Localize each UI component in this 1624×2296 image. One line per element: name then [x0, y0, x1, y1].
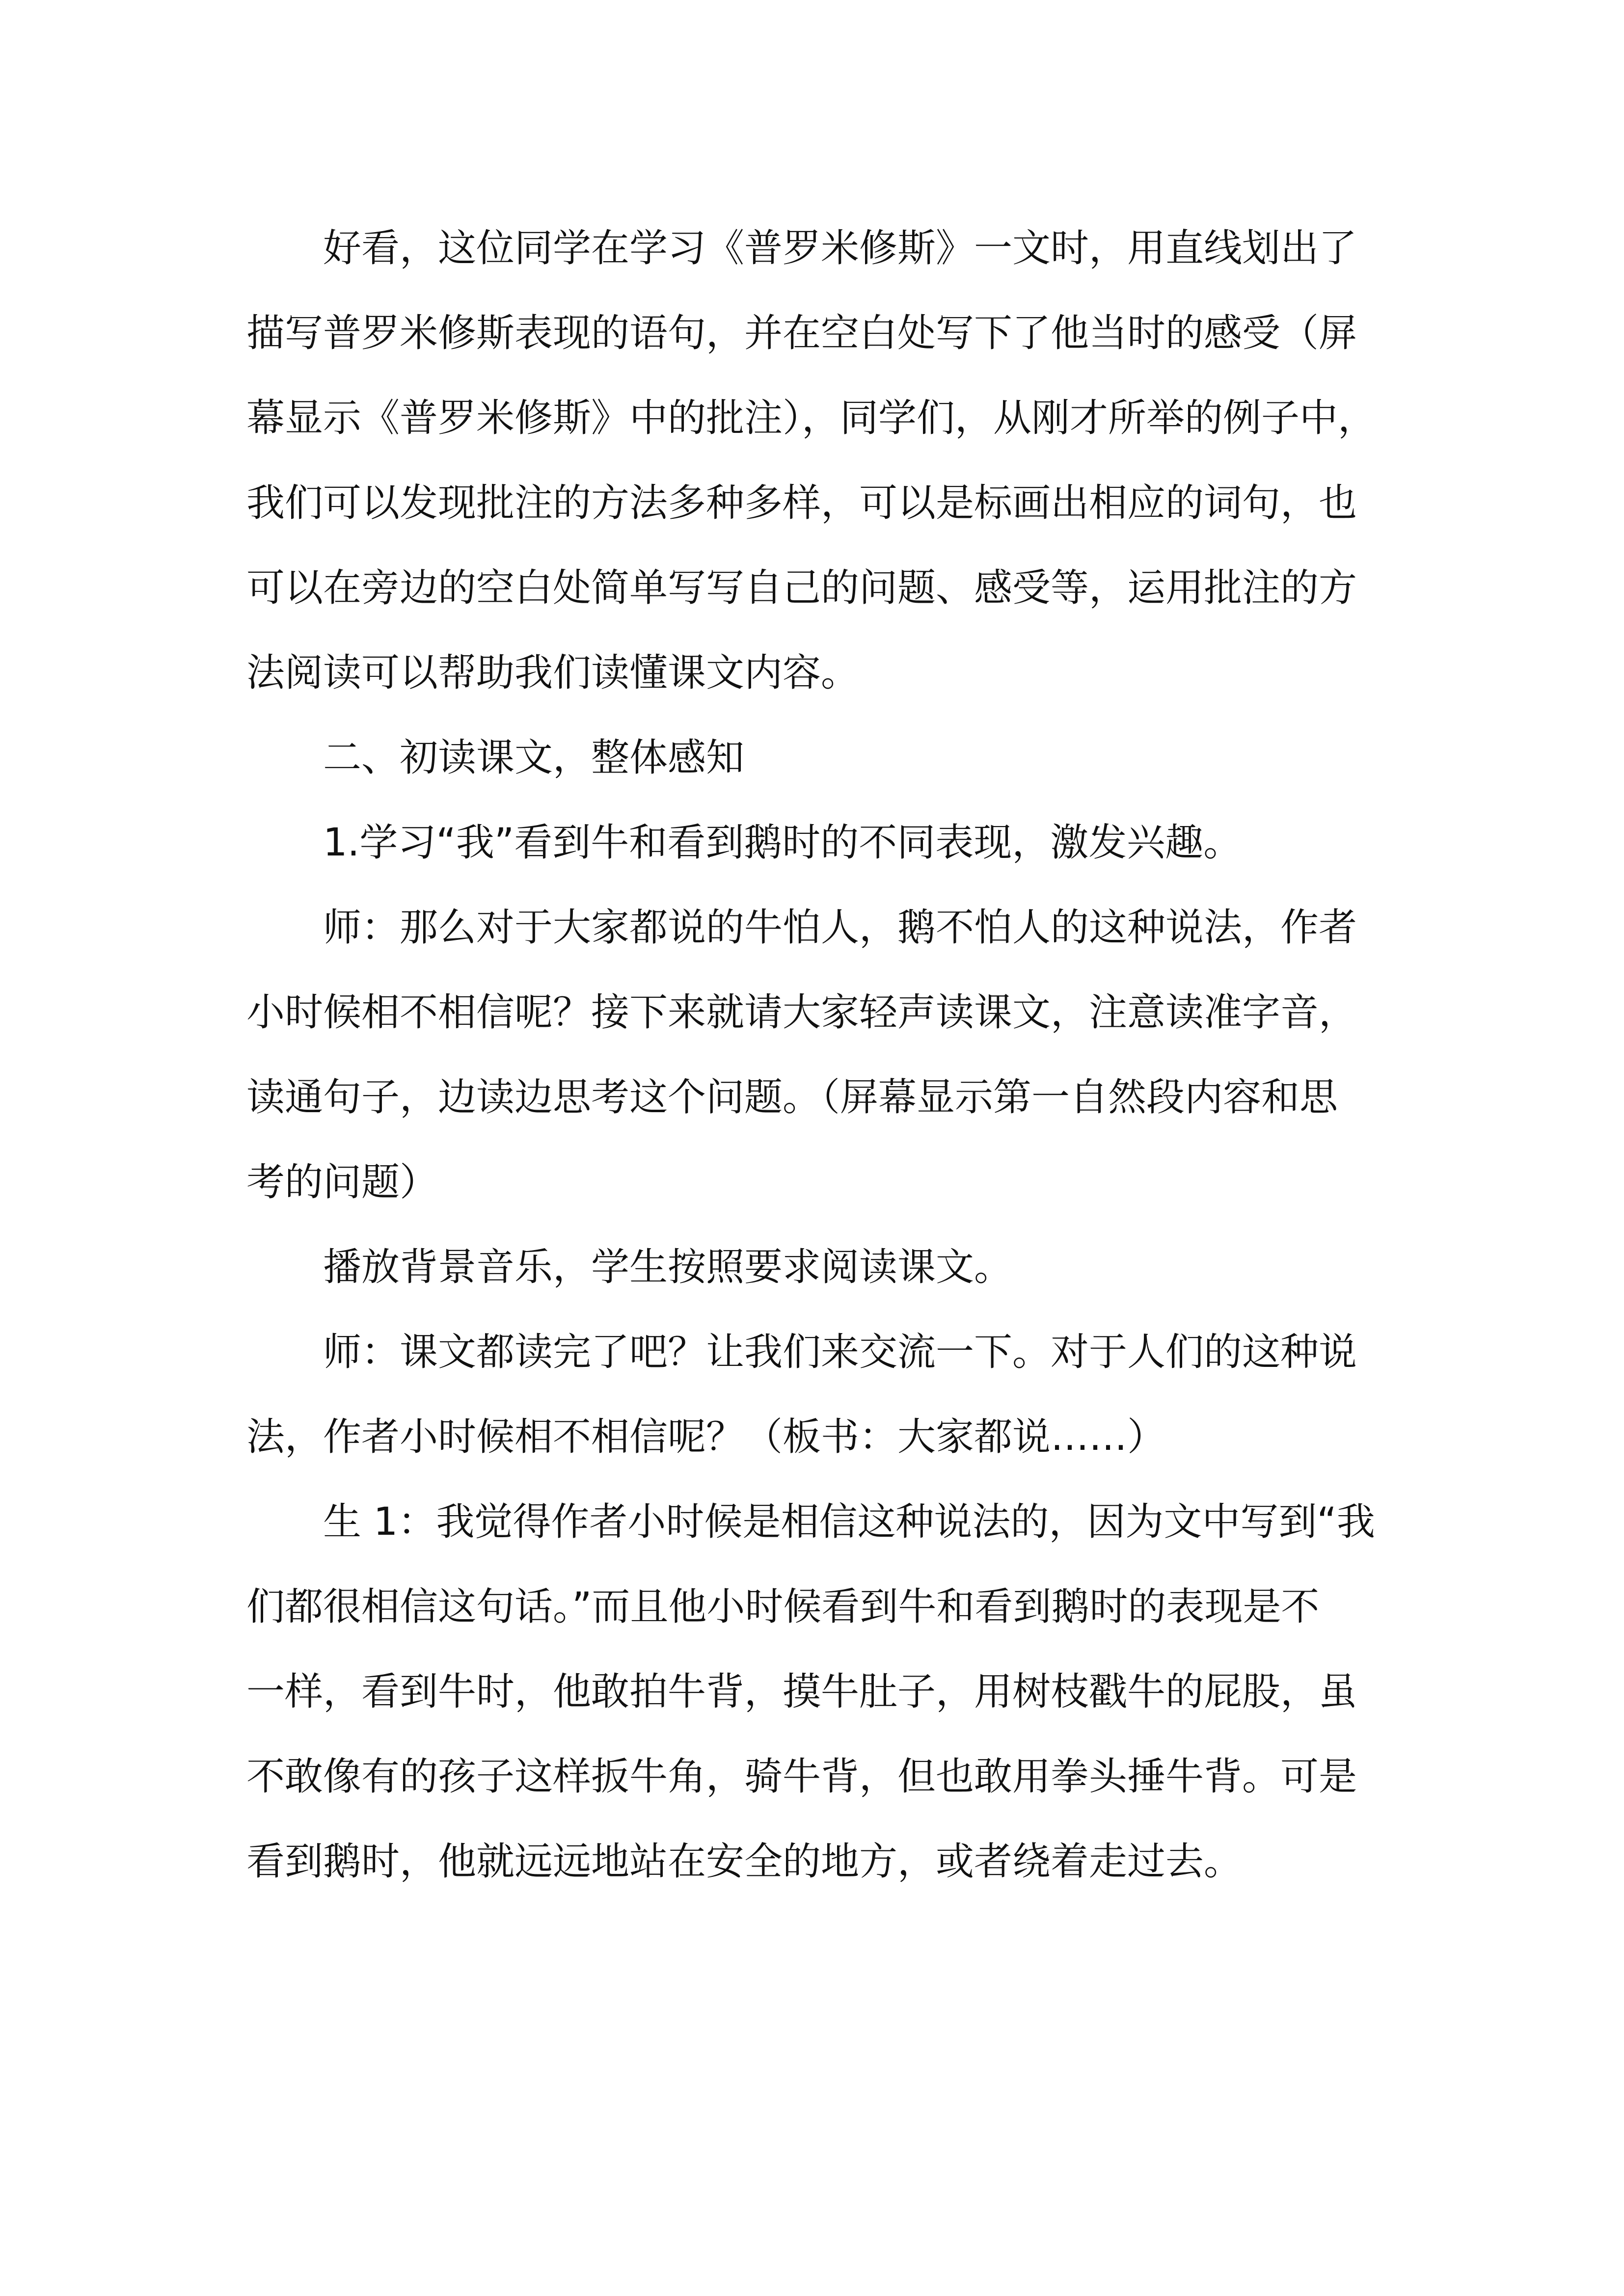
subsection-heading: 1.学习“我”看到牛和看到鹅时的不同表现，激发兴趣。 [323, 821, 1242, 865]
text-line: 我们可以发现批注的方法多种多样，可以是标画出相应的词句，也 [246, 481, 1357, 525]
document-body [246, 206, 1393, 1904]
text-line: 描写普罗米修斯表现的语句，并在空白处写下了他当时的感受（屏 [246, 311, 1357, 355]
section-heading: 二、初读课文，整体感知 [323, 736, 745, 780]
text-line: 不敢像有的孩子这样扳牛角，骑牛背，但也敢用拳头捶牛背。可是 [246, 1755, 1357, 1799]
text-line: 一样，看到牛时，他敢拍牛背，摸牛肚子，用树枝戳牛的屁股，虽 [246, 1670, 1357, 1714]
text-line: 生 1：我觉得作者小时候是相信这种说法的，因为文中写到“我 [323, 1500, 1375, 1544]
text-line: 法阅读可以帮助我们读懂课文内容。 [246, 651, 860, 695]
text-line: 师：课文都读完了吧？让我们来交流一下。对于人们的这种说 [323, 1330, 1357, 1374]
text-line: 可以在旁边的空白处简单写写自己的问题、感受等，运用批注的方 [246, 566, 1357, 610]
text-line: 师：那么对于大家都说的牛怕人，鹅不怕人的这种说法，作者 [323, 906, 1357, 950]
text-line: 好看，这位同学在学习《普罗米修斯》一文时，用直线划出了 [323, 226, 1357, 270]
text-line: 法，作者小时候相不相信呢？（板书：大家都说……） [246, 1415, 1166, 1459]
text-line: 看到鹅时，他就远远地站在安全的地方，或者绕着走过去。 [246, 1840, 1243, 1884]
text-line: 读通句子，边读边思考这个问题。（屏幕显示第一自然段内容和思 [246, 1075, 1338, 1120]
text-line: 们都很相信这句话。”而且他小时候看到牛和看到鹅时的表现是不 [246, 1585, 1320, 1629]
text-line: 考的问题） [246, 1160, 438, 1204]
text-line: 小时候相不相信呢？接下来就请大家轻声读课文，注意读准字音， [246, 990, 1357, 1035]
text-line: 播放背景音乐，学生按照要求阅读课文。 [323, 1245, 1013, 1289]
text-line: 幕显示《普罗米修斯》中的批注），同学们，从刚才所举的例子中， [246, 396, 1377, 440]
